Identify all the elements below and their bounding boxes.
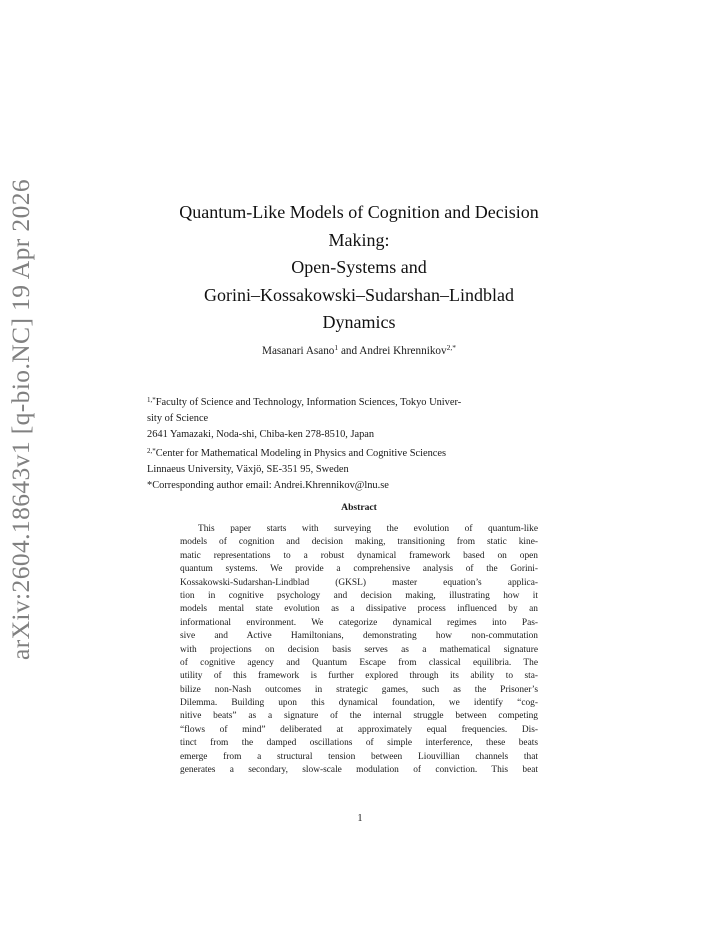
paper-title <box>140 199 578 337</box>
title-line: Gorini–Kossakowski–Sudarshan–Lindblad <box>204 284 514 305</box>
affiliation-mark: 2,* <box>446 343 456 352</box>
abstract-line: Dilemma. Building upon this dynamical foundation, we identify “cog- <box>180 698 538 709</box>
arxiv-identifier-stamp: arXiv:2604.18643v1 [q-bio.NC] 19 Apr 2026 <box>6 178 35 660</box>
abstract-line: matic representations to a robust dynamical framework based on open <box>180 550 538 561</box>
abstract-heading: Abstract <box>341 502 377 513</box>
affiliation-mark: 1 <box>334 343 339 352</box>
page-number: 1 <box>357 813 363 824</box>
abstract-line: sive and Active Hamiltonians, demonstrating how non-commutation <box>180 631 538 642</box>
abstract-line: bilize non-Nash outcomes in strategic games, such as the Prisoner’s <box>180 684 538 695</box>
affiliations <box>147 392 587 495</box>
abstract-line: tinct from the damped oscillations of simple interference, these beats <box>180 738 538 749</box>
abstract-line: models mental state evolution as a dissipative process influenced by an <box>180 604 538 615</box>
abstract-line: emerge from a structural tension between Liouvillian channels that <box>180 751 538 762</box>
abstract-line: models of cognition and decision making, transitioning from static kine- <box>180 537 538 548</box>
title-line: Open-Systems and <box>291 257 427 277</box>
abstract-line: nitive beats” as a signature of the internal struggle between competing <box>180 711 538 722</box>
affiliation-text: Center for Mathematical Modeling in Physics and Cognitive Sciences <box>155 448 447 460</box>
abstract-line: informational environment. We categorize dynamical regimes into Pas- <box>180 617 538 628</box>
affiliation-mark: 2,* <box>147 447 156 456</box>
abstract-line: Kossakowski-Sudarshan-Lindblad (GKSL) master equation’s applica- <box>180 577 538 588</box>
abstract-line: “flows of mind” deliberated at approximately equal frequencies. Dis- <box>180 724 538 735</box>
affiliation-text: Faculty of Science and Technology, Information Sciences, Tokyo Univer- <box>155 397 462 408</box>
author-joiner: and <box>338 345 360 357</box>
affiliation-line <box>147 462 587 478</box>
title-line: Quantum-Like Models of Cognition and Decision <box>179 202 539 222</box>
author-name: Masanari Asano <box>262 345 335 357</box>
affiliation-mark: 1,* <box>147 396 156 404</box>
affiliation-text: sity of Science <box>147 413 209 425</box>
affiliation-line <box>147 411 587 427</box>
affiliation-line <box>147 443 587 462</box>
abstract-line: This paper starts with surveying the evolution of quantum-like <box>198 524 538 534</box>
abstract-line: of cognitive agency and Quantum Escape from classical equilibria. The <box>180 657 538 668</box>
title-line: Dynamics <box>322 312 396 332</box>
affiliation-line <box>147 392 587 411</box>
abstract-line: utility of this framework is further explored through its ability to sta- <box>180 671 538 682</box>
corresponding-author-line <box>147 478 587 494</box>
author-list <box>140 343 578 357</box>
author-name: Andrei Khrennikov <box>359 345 447 357</box>
abstract-line: with projections on decision basis serves as a mathematical signature <box>180 644 538 655</box>
abstract-line: generates a secondary, slow-scale modulation of conviction. This beat <box>180 765 538 776</box>
affiliation-text: Linnaeus University, Växjö, SE-351 95, Sweden <box>147 464 349 476</box>
affiliation-line <box>147 427 587 443</box>
affiliation-text: *Corresponding author email: Andrei.Khrennikov@lnu.se <box>147 480 389 492</box>
abstract-body <box>180 523 538 777</box>
abstract-line: tion in cognitive psychology and decision making, illustrating how it <box>180 590 538 601</box>
abstract-line: quantum systems. We provide a comprehensive analysis of the Gorini- <box>180 564 538 575</box>
affiliation-text: 2641 Yamazaki, Noda-shi, Chiba-ken 278-8510, Japan <box>147 429 375 441</box>
title-line: Making: <box>328 229 390 250</box>
